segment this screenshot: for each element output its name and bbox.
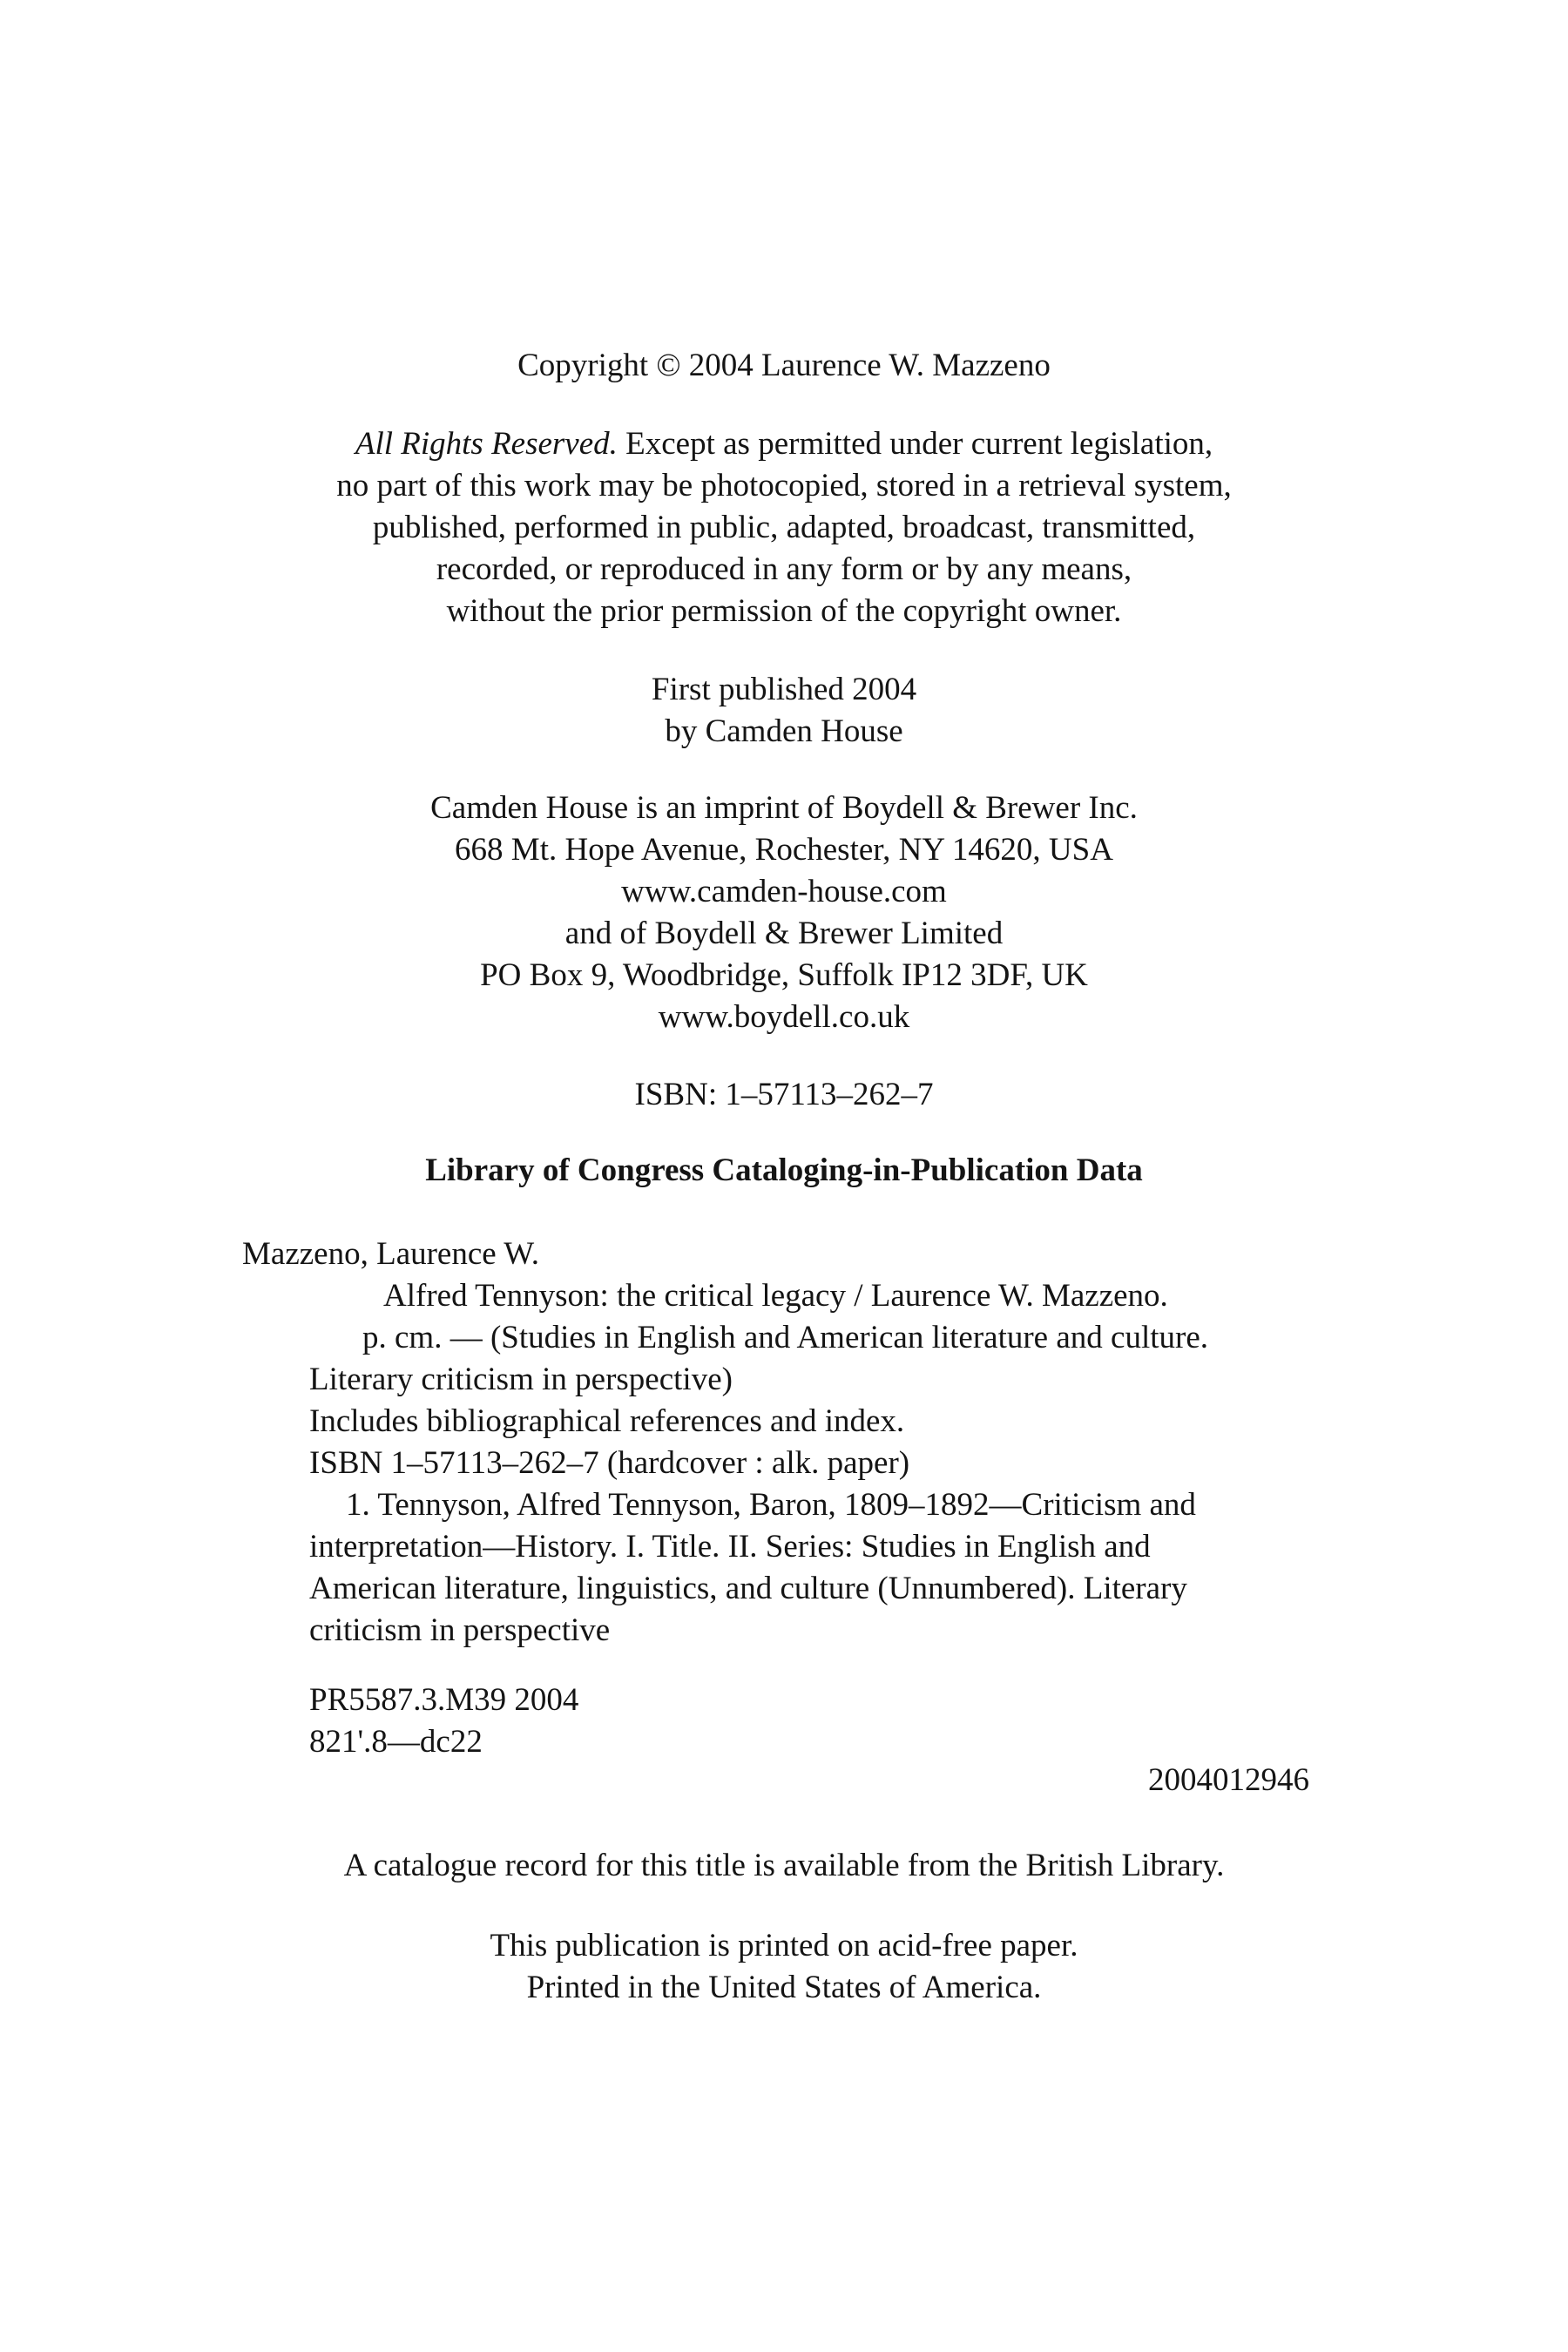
imprint-line-5: PO Box 9, Woodbridge, Suffolk IP12 3DF, UK <box>480 957 1088 993</box>
imprint-line-4: and of Boydell & Brewer Limited <box>564 916 1004 951</box>
cip-dewey: 821'.8—dc22 <box>309 1724 483 1760</box>
rights-line-1-text: Except as permitted under current legislation, <box>617 426 1213 462</box>
publisher-imprint <box>0 787 1568 1038</box>
rights-line-3: published, performed in public, adapted, broadcast, transmitted, <box>372 510 1196 545</box>
cip-subject-4: criticism in perspective <box>309 1612 611 1648</box>
cip-notes: Includes bibliographical references and index. <box>309 1403 905 1439</box>
isbn <box>0 1074 1568 1116</box>
cip-author: Mazzeno, Laurence W. <box>242 1236 540 1272</box>
imprint-url-boydell: www.boydell.co.uk <box>658 999 910 1035</box>
cip-call-number: PR5587.3.M39 2004 <box>309 1682 579 1718</box>
british-library-line: A catalogue record for this title is available from the British Library. <box>343 1848 1225 1883</box>
rights-line-2: no part of this work may be photocopied, stored in a retrieval system, <box>336 468 1232 504</box>
cip-title: Alfred Tennyson: the critical legacy / Laurence W. Mazzeno. <box>383 1278 1168 1314</box>
cip-series-1: p. cm. — (Studies in English and American literature and culture. <box>362 1320 1208 1355</box>
imprint-line-2: 668 Mt. Hope Avenue, Rochester, NY 14620, USA <box>455 832 1113 868</box>
cip-heading <box>0 1150 1568 1192</box>
cip-subject-3: American literature, linguistics, and culture (Unnumbered). Literary <box>309 1571 1187 1606</box>
rights-lead: All Rights Reserved. <box>355 426 618 462</box>
cip-subject-2: interpretation—History. I. Title. II. Series: Studies in English and <box>309 1529 1151 1565</box>
imprint-url-camden: www.camden-house.com <box>621 874 947 909</box>
copyright-notice <box>0 345 1568 387</box>
cip-isbn: ISBN 1–57113–262–7 (hardcover : alk. paper) <box>309 1445 910 1481</box>
cip-lccn: 2004012946 <box>1148 1762 1309 1798</box>
printing-note <box>0 1925 1568 2009</box>
first-published <box>0 669 1568 753</box>
cip-series-2: Literary criticism in perspective) <box>309 1362 733 1397</box>
cip-heading-text: Library of Congress Cataloging-in-Publication Data <box>425 1152 1143 1188</box>
rights-line-5: without the prior permission of the copyright owner. <box>446 593 1122 629</box>
first-published-line-2: by Camden House <box>665 713 903 749</box>
imprint-line-1: Camden House is an imprint of Boydell & Brewer Inc. <box>430 790 1138 826</box>
british-library-note <box>0 1845 1568 1887</box>
rights-statement <box>0 423 1568 632</box>
cip-subject-1: 1. Tennyson, Alfred Tennyson, Baron, 1809–1892—Criticism and <box>346 1487 1196 1523</box>
first-published-line-1: First published 2004 <box>651 672 917 707</box>
rights-line-1 <box>0 423 1568 465</box>
isbn-line: ISBN: 1–57113–262–7 <box>634 1077 934 1112</box>
printing-line-1: This publication is printed on acid-free paper. <box>490 1928 1078 1963</box>
printing-line-2: Printed in the United States of America. <box>526 1970 1042 2005</box>
rights-line-4: recorded, or reproduced in any form or by any means, <box>436 551 1132 587</box>
copyright-line: Copyright © 2004 Laurence W. Mazzeno <box>517 348 1051 383</box>
